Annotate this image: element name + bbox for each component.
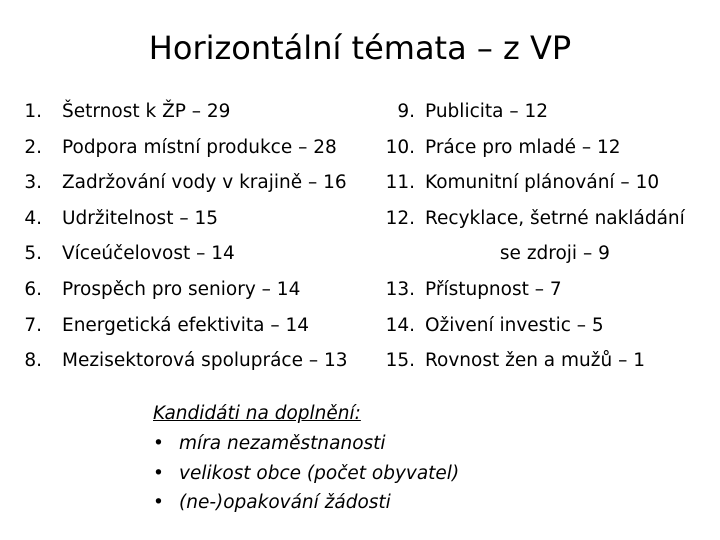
item-number: 15. — [385, 350, 415, 372]
item-number: 11. — [385, 172, 415, 194]
list-item — [22, 165, 372, 201]
item-number: 5. — [24, 243, 42, 265]
list-item — [373, 201, 693, 272]
list-item — [22, 130, 372, 166]
item-text: Oživení investic – 5 — [425, 314, 604, 336]
list-item — [153, 429, 653, 459]
list-item — [22, 236, 372, 272]
item-text-line-2: se zdroji – 9 — [499, 243, 610, 265]
item-number: 2. — [24, 136, 42, 158]
list-item — [22, 308, 372, 344]
candidates-heading: Kandidáti na doplnění: — [153, 403, 361, 424]
list-item — [153, 488, 653, 518]
item-number: 14. — [385, 314, 415, 336]
list-item — [373, 130, 693, 166]
bullet-icon: • — [153, 462, 164, 484]
item-text — [425, 201, 685, 272]
candidate-text: velikost obce (počet obyvatel) — [179, 462, 460, 484]
item-number: 13. — [385, 278, 415, 300]
item-text: Šetrnost k ŽP – 29 — [62, 101, 231, 122]
candidates-list — [153, 429, 653, 518]
item-number: 8. — [24, 350, 42, 372]
list-item — [373, 343, 693, 379]
item-text: Zadržování vody v krajině – 16 — [62, 172, 347, 194]
bullet-icon: • — [153, 492, 164, 514]
item-number: 10. — [385, 136, 415, 158]
list-item — [22, 272, 372, 308]
list-item — [373, 272, 693, 308]
candidate-text: (ne-)opakování žádosti — [179, 492, 391, 514]
item-text: Přístupnost – 7 — [425, 278, 562, 300]
item-text: Podpora místní produkce – 28 — [62, 136, 337, 158]
item-text: Víceúčelovost – 14 — [62, 243, 235, 265]
list-item — [373, 308, 693, 344]
item-text: Publicita – 12 — [425, 101, 549, 122]
item-text: Rovnost žen a mužů – 1 — [425, 350, 645, 372]
item-number: 12. — [385, 207, 415, 229]
topic-list-right — [373, 94, 693, 379]
item-number: 3. — [24, 172, 42, 194]
candidates-block — [153, 399, 653, 518]
bullet-icon: • — [153, 432, 164, 454]
item-text: Udržitelnost – 15 — [62, 207, 219, 229]
item-text: Práce pro mladé – 12 — [425, 136, 621, 158]
item-text: Mezisektorová spolupráce – 13 — [62, 350, 348, 372]
item-text: Prospěch pro seniory – 14 — [62, 278, 301, 300]
item-number: 9. — [397, 101, 415, 122]
item-number: 7. — [24, 314, 42, 336]
list-item — [22, 94, 372, 130]
list-item — [373, 94, 693, 130]
item-text: Komunitní plánování – 10 — [425, 172, 660, 194]
item-text-line-1: Recyklace, šetrné nakládání — [425, 207, 685, 229]
item-number: 6. — [24, 278, 42, 300]
list-item — [373, 165, 693, 201]
item-number: 4. — [24, 207, 42, 229]
candidate-text: míra nezaměstnanosti — [179, 432, 386, 454]
list-item — [22, 201, 372, 237]
slide-title: Horizontální témata – z VP — [148, 29, 572, 67]
list-item — [22, 343, 372, 379]
item-number: 1. — [24, 101, 42, 122]
list-item — [153, 459, 653, 489]
item-text: Energetická efektivita – 14 — [62, 314, 309, 336]
topic-list-left — [22, 94, 372, 379]
